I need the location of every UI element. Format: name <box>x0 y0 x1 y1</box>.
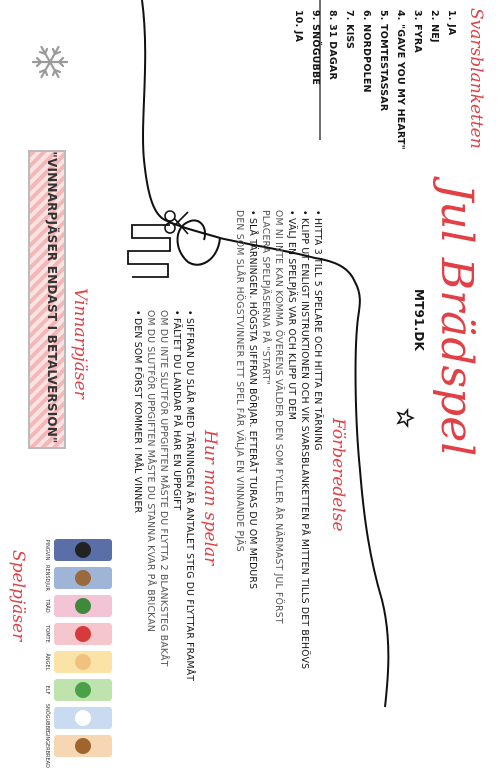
game-piece-label: GINGERBREAD <box>44 731 50 768</box>
answer-item: 8. 31 DAGAR <box>327 10 338 80</box>
character-icon <box>75 682 91 698</box>
howto-list <box>131 310 196 700</box>
game-piece-label: RENSDJUR <box>44 564 50 591</box>
answers-list <box>290 8 460 150</box>
prep-heading: Förberedelse <box>328 418 348 532</box>
game-piece[interactable] <box>28 731 112 768</box>
howto-heading: Hur man spelar <box>200 430 220 566</box>
game-piece[interactable] <box>28 650 112 674</box>
game-piece[interactable] <box>28 678 112 702</box>
prep-item: • HITTA 3 TILL 5 SPELARE OCH HITTA EN TÄRNING <box>311 210 324 700</box>
game-piece-label: SNÖGUBBE <box>44 703 50 733</box>
scissors-icon <box>165 211 188 234</box>
game-piece-image <box>54 595 112 617</box>
answer-item: 9. SNÖGUBBE <box>310 10 321 86</box>
snowflake-icon <box>30 42 70 82</box>
answer-item: 1. JA <box>446 10 457 36</box>
game-piece-image <box>54 651 112 673</box>
howto-note: OM DU SLUTFÖR UPPGIFTEN MÅSTE DU STANNA KVAR PÅ BRICKAN <box>145 310 156 633</box>
game-piece-image <box>54 623 112 645</box>
game-piece[interactable] <box>28 622 112 646</box>
answer-item: 10. JA <box>293 10 304 43</box>
prep-list <box>233 210 324 700</box>
prep-item: • VÄLJ EN SPELPJÄS VAR OCH KLIPP UT DEM <box>285 210 298 700</box>
game-piece-image <box>54 707 112 729</box>
character-icon <box>75 598 91 614</box>
character-icon <box>75 654 91 670</box>
answer-item: 4. "GAVE YOU MY HEART" <box>395 10 406 150</box>
prep-item: • SLÅ TÄRNINGEN. HÖGSTA SIFFRAN BÖRJAR. EFTERÅT TURAS DU OM MEDURS <box>246 210 259 700</box>
character-icon <box>75 710 91 726</box>
page-subtitle: MT91.DK <box>412 288 426 352</box>
answer-item: 3. FYRA <box>412 10 423 53</box>
howto-item: • FÄLTET DU LANDAR PÅ HAR EN UPPGIFT <box>170 310 183 700</box>
game-pieces-strip[interactable] <box>28 538 112 768</box>
game-piece[interactable] <box>28 594 112 618</box>
game-piece-label: PINGVIN <box>44 539 50 561</box>
prep-item: • KLIPP UT ENLIGT INSTRUKTIONEN OCH VIK SVARSBLANKETTEN PÅ MITTEN TILLS DET BEHÖVS <box>298 210 311 700</box>
game-piece[interactable] <box>28 538 112 562</box>
winners-text: "VINNARPJÄSER ENDAST I BETALVERSION" <box>45 151 59 444</box>
prep-note: OM NI INTE KAN KOMMA ÖVERENS VÄLDER DEN SOM FYLLER ÅR NÄRMAST JUL FÖRST <box>273 210 284 624</box>
answer-item: 2. NEJ <box>429 10 440 43</box>
game-piece-label: TRÄD <box>44 599 50 613</box>
game-piece-label: ÄNGEL <box>44 653 50 671</box>
prep-note: PLACERA SPELPJÄSERNA PÅ "START" <box>260 210 271 385</box>
character-icon <box>75 626 91 642</box>
answer-item: 5. TOMTESTASSAR <box>378 10 389 112</box>
star-icon <box>398 410 413 426</box>
game-piece[interactable] <box>28 703 112 733</box>
game-piece[interactable] <box>28 566 112 590</box>
answer-item: 6. NORDPOLEN <box>361 10 372 93</box>
character-icon <box>75 570 91 586</box>
game-piece-image <box>54 735 112 757</box>
howto-note: OM DU INTE SLUTFÖR UPPGIFTEN MÅSTE DU FLYTTA 2 BLANKSTEG BAKÅT <box>158 310 169 667</box>
answer-item: 7. KISS <box>344 10 355 50</box>
pieces-heading: Spelpjäser <box>8 550 28 642</box>
howto-item: • DEN SOM FÖRST KOMMER I MÅL VINNER <box>131 310 144 700</box>
winners-heading: Vinnarpjäser <box>70 288 90 399</box>
prep-note: DEN SOM SLÅR HÖGSTVINNER ETT SPEL FÅR VÄLJA EN VINNANDE PJÄS <box>234 210 245 552</box>
game-piece-image <box>54 539 112 561</box>
character-icon <box>75 738 91 754</box>
game-piece-image <box>54 679 112 701</box>
game-piece-label: ELF <box>44 685 50 695</box>
answers-heading: Svarsblanketten <box>466 8 486 149</box>
game-piece-image <box>54 567 112 589</box>
page-title: Jul Brädspel <box>431 183 482 457</box>
game-piece-label: TOMTE <box>44 625 50 643</box>
howto-item: • SIFFRAN DU SLÅR MED TÄRNINGEN ÄR ANTALET STEG DU FLYTTAR FRAMÅT <box>183 310 196 700</box>
character-icon <box>75 542 91 558</box>
